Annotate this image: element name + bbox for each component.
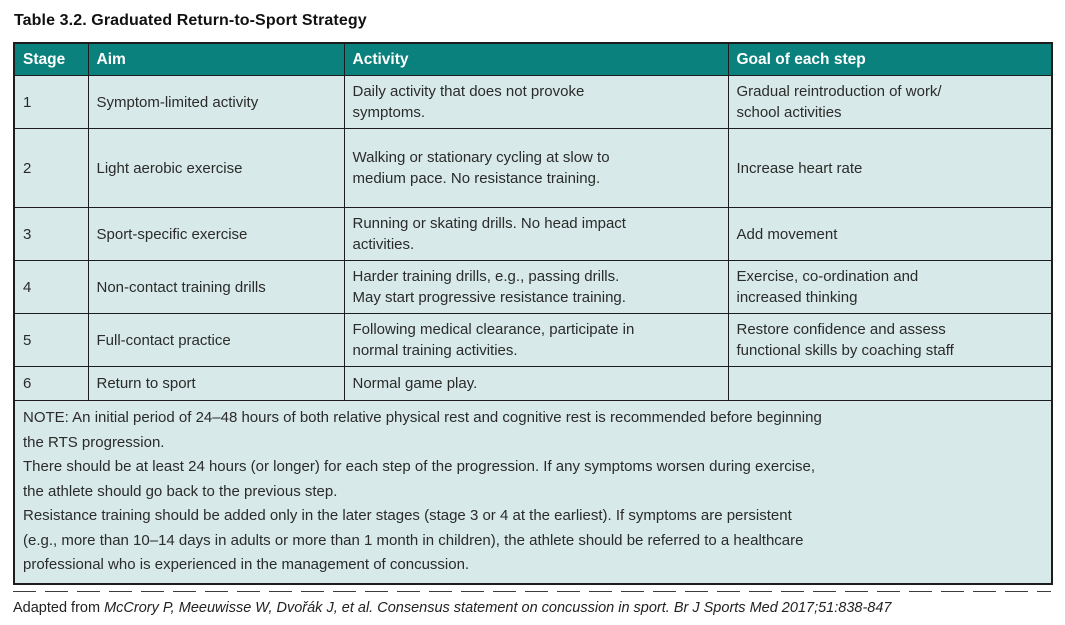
note-row <box>14 401 1052 584</box>
header-row <box>14 43 1052 76</box>
cell-goal: Increase heart rate <box>728 129 1052 208</box>
cell-aim: Non-contact training drills <box>88 261 344 314</box>
cell-aim: Symptom-limited activity <box>88 76 344 129</box>
citation <box>13 598 1051 618</box>
cell-aim: Light aerobic exercise <box>88 129 344 208</box>
col-header-goal: Goal of each step <box>728 43 1052 76</box>
cell-goal: Gradual reintroduction of work/ school activities <box>728 76 1052 129</box>
col-header-stage: Stage <box>14 43 88 76</box>
cell-stage: 4 <box>14 261 88 314</box>
cell-goal: Restore confidence and assess functional skills by coaching staff <box>728 314 1052 367</box>
note-cell <box>14 401 1052 584</box>
cell-aim: Sport-specific exercise <box>88 208 344 261</box>
table-row <box>14 261 1052 314</box>
col-header-activity: Activity <box>344 43 728 76</box>
cell-activity: Following medical clearance, participate in normal training activities. <box>344 314 728 367</box>
note-paragraph: Resistance training should be added only in the later stages (stage 3 or 4 at the earliest). If symptoms are persistent (e.g., more than 10–14 days in adults or more than 1 month in children), the athlete should be referred to a healthcare professional who is experienced in the management of concussion. <box>23 507 804 573</box>
cell-activity: Normal game play. <box>344 367 728 401</box>
cell-goal: Exercise, co-ordination and increased thinking <box>728 261 1052 314</box>
table-row <box>14 314 1052 367</box>
note-paragraph: There should be at least 24 hours (or longer) for each step of the progression. If any symptoms worsen during exercise, the athlete should go back to the previous step. <box>23 458 816 500</box>
cell-goal <box>728 367 1052 401</box>
cell-stage: 6 <box>14 367 88 401</box>
table-row <box>14 76 1052 129</box>
table-row <box>14 208 1052 261</box>
table-title: Table 3.2. Graduated Return-to-Sport Strategy <box>14 12 367 29</box>
cell-stage: 5 <box>14 314 88 367</box>
table-row <box>14 367 1052 401</box>
cell-goal: Add movement <box>728 208 1052 261</box>
separator-dashed-line <box>13 591 1051 593</box>
cell-aim: Full-contact practice <box>88 314 344 367</box>
citation-prefix: Adapted from <box>13 599 105 616</box>
table-row <box>14 129 1052 208</box>
cell-activity: Daily activity that does not provoke symptoms. <box>344 76 728 129</box>
cell-stage: 3 <box>14 208 88 261</box>
cell-activity: Walking or stationary cycling at slow to medium pace. No resistance training. <box>344 129 728 208</box>
cell-activity: Running or skating drills. No head impact activities. <box>344 208 728 261</box>
return-to-sport-table <box>13 42 1053 585</box>
cell-stage: 1 <box>14 76 88 129</box>
citation-reference: McCrory P, Meeuwisse W, Dvořák J, et al. Consensus statement on concussion in sport. Br J Sports Med 2017;51:838-847 <box>104 599 892 616</box>
cell-stage: 2 <box>14 129 88 208</box>
cell-aim: Return to sport <box>88 367 344 401</box>
note-paragraph: NOTE: An initial period of 24–48 hours of both relative physical rest and cognitive rest is recommended before beginning the RTS progression. <box>23 409 822 451</box>
cell-activity: Harder training drills, e.g., passing drills. May start progressive resistance training. <box>344 261 728 314</box>
col-header-aim: Aim <box>88 43 344 76</box>
